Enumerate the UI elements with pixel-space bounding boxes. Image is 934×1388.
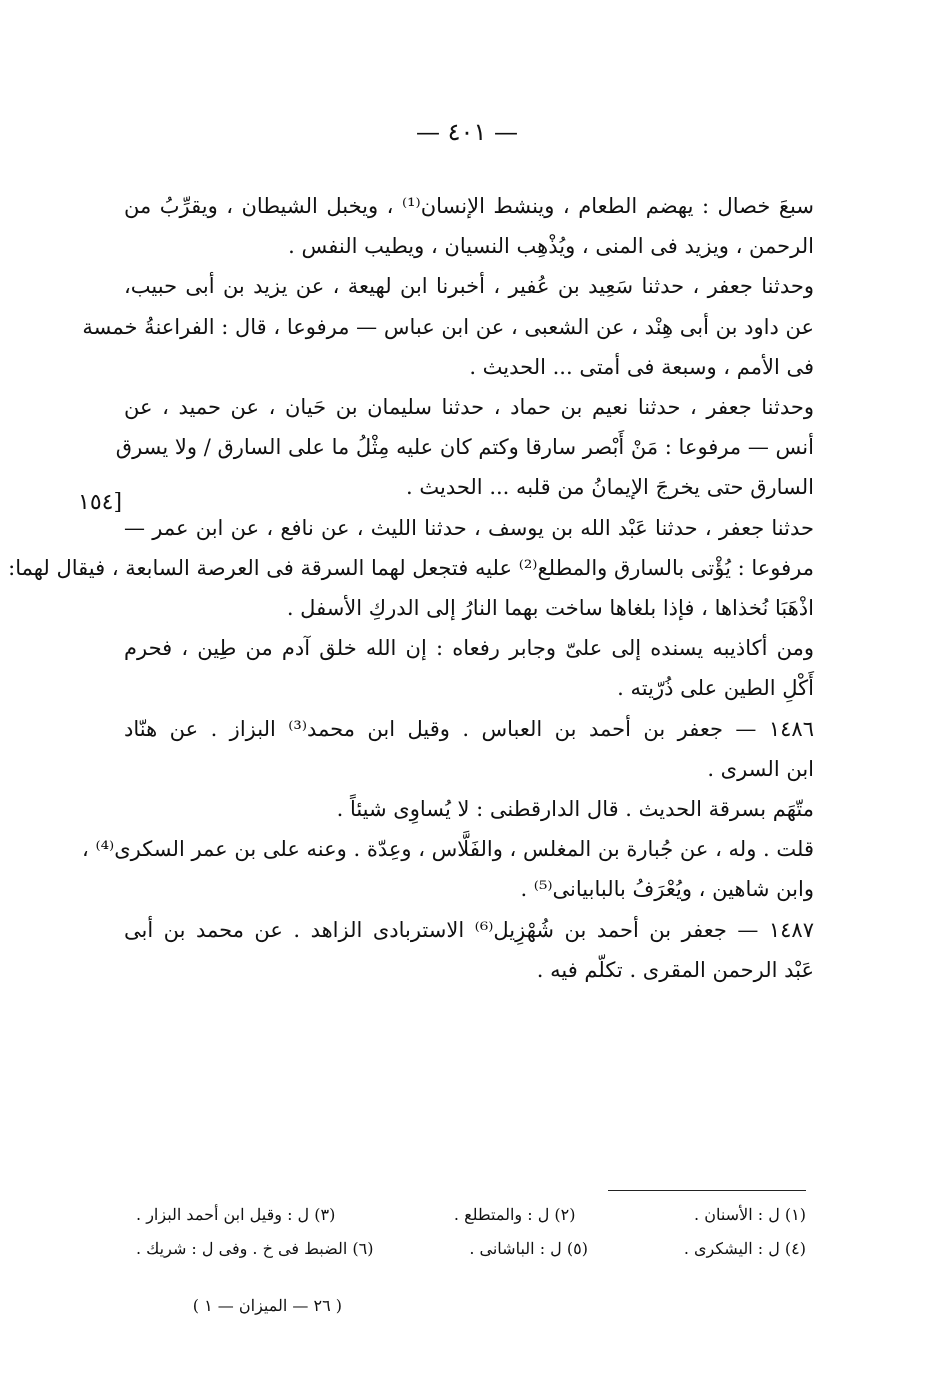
text-line: أنس — مرفوعا : مَنْ أَبْصر سارقا وكتم كان عليه مِثْلُ ما على السارق / ولا يسرق [115, 435, 814, 460]
entry-heading: ١٤٨٧ — جعفر بن أحمد بن شُهْزِيل⁽⁶⁾ الاستربادى الزاهد . عن محمد بن أبى [124, 917, 814, 942]
entry-heading: ١٤٨٦ — جعفر بن أحمد بن العباس . وقيل ابن محمد⁽³⁾ البزاز . عن هنّاد [124, 716, 814, 741]
footnote: (٣) ل : وقيل ابن أحمد البزار . [136, 1205, 336, 1224]
footnote: (٥) ل : الباشانى . [469, 1239, 588, 1258]
text-line: وابن شاهين ، ويُعْرَفُ بالبابيانى⁽⁵⁾ . [520, 877, 814, 902]
text-line: الرحمن ، ويزيد فى المنى ، ويُذْهِب النسيان ، ويطيب النفس . [288, 234, 814, 259]
text-line: فى الأمم ، وسبعة فى أمتى ... الحديث . [469, 354, 814, 379]
footnote: (١) ل : الأسنان . [694, 1205, 806, 1224]
printer-signature: ( ٢٦ — الميزان — ١ ) [192, 1296, 342, 1315]
text-line: وحدثنا جعفر ، حدثنا نعيم بن حماد ، حدثنا سليمان بن حَيان ، عن حميد ، عن [124, 395, 814, 420]
footnotes [136, 1198, 806, 1266]
footnote-row [136, 1198, 806, 1232]
margin-page-reference: [١٥٤ [78, 490, 123, 515]
text-line: سبعَ خصال : يهضم الطعام ، وينشط الإنسان⁽¹⁾ ، ويخبل الشيطان ، ويقرِّبُ من [124, 194, 814, 218]
text-line: أَكْلِ الطين على ذُرّيته . [617, 676, 814, 701]
text-line: مرفوعا : يُؤْتى بالسارق والمطلع⁽²⁾ عليه فتجعل لهما السرقة فى العرصة السابعة ، فيقال لهما: [8, 555, 814, 580]
text-line: عن داود بن أبى هِنْد ، عن الشعبى ، عن ابن عباس — مرفوعا ، قال : الفراعنةُ خمسة [82, 314, 814, 339]
text-line: متّهَم بسرقة الحديث . قال الدارقطنى : لا يُساوِى شيئاً . [336, 797, 814, 822]
footnote: (٢) ل : والمتطلع . [453, 1205, 576, 1224]
footnote-row [136, 1232, 806, 1266]
text-line: قلت . وله ، عن جُبارة بن المغلس ، والفَلَّاس ، وعِدّة . وعنه على بن عمر السكرى⁽⁴⁾ ، [81, 837, 814, 862]
text-line: حدثنا جعفر ، حدثنا عَبْد الله بن يوسف ، حدثنا الليث ، عن نافع ، عن ابن عمر — [124, 515, 814, 540]
text-line: وحدثنا جعفر ، حدثنا سَعِيد بن عُفير ، أخبرنا ابن لهيعة ، عن يزيد بن أبى حبيب، [124, 274, 814, 299]
footnote-divider [608, 1190, 806, 1191]
page-number: — ٤٠١ — [416, 118, 518, 146]
text-line: اذْهَبَا نُخذاها ، فإذا بلغاها ساخت بهما النارُ إلى الدركِ الأسفل . [286, 596, 814, 621]
text-line: عَبْد الرحمن المقرى . تكلّم فيه . [536, 957, 814, 982]
footnote: (٦) الضبط فى خ . وفى ل : شريك . [136, 1239, 374, 1258]
text-line: السارق حتى يخرجَ الإيمانُ من قلبه ... الحديث . [406, 475, 814, 500]
footnote: (٤) ل : اليشكرى . [683, 1239, 806, 1258]
text-line: ومن أكاذيبه يسنده إلى علىّ وجابر رفعاه : إن الله خلق آدم من طِين ، فحرم [124, 636, 814, 661]
text-line: ابن السرى . [707, 756, 814, 781]
